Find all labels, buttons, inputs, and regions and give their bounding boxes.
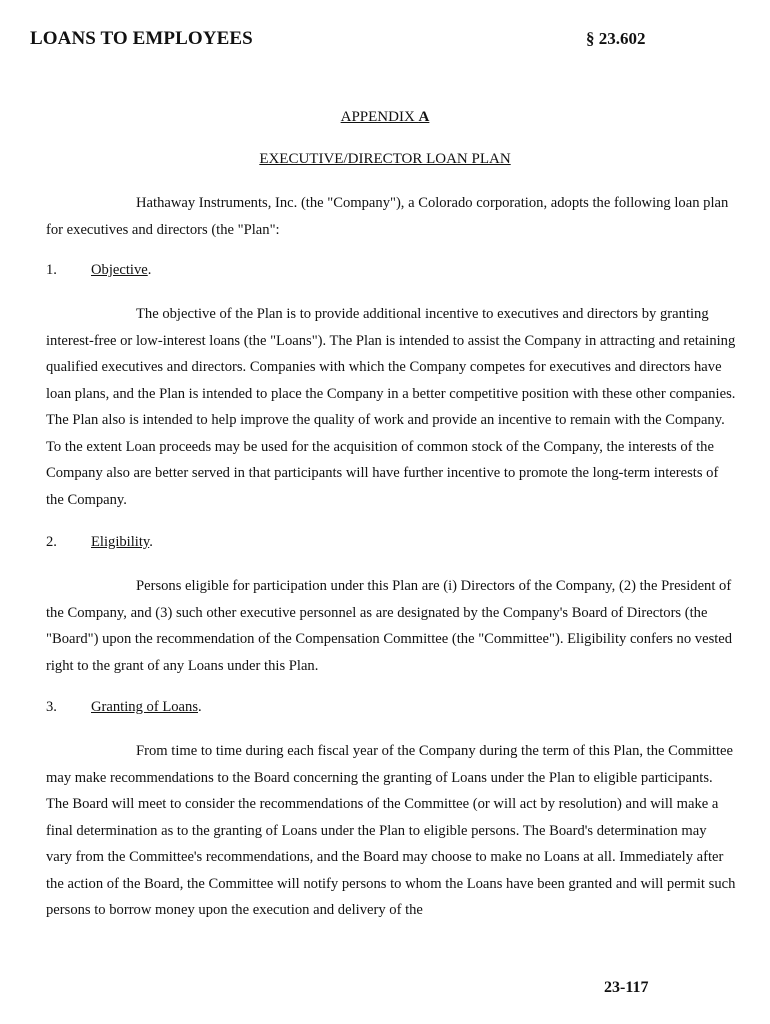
appendix-label xyxy=(0,109,770,126)
page-number: 23-117 xyxy=(604,979,649,996)
section-body-granting-of-loans xyxy=(46,738,736,924)
section-number: 1. xyxy=(46,262,57,278)
section-heading-objective: 1. Objective. xyxy=(46,262,152,278)
intro-text: Hathaway Instruments, Inc. (the "Company"), a Colorado corporation, adopts the following loan plan for executives and directors (the "Plan": xyxy=(46,195,729,238)
appendix-label-prefix: APPENDIX xyxy=(340,109,419,125)
section-title: Granting of Loans xyxy=(91,699,198,715)
section-text: Persons eligible for participation under this Plan are (i) Directors of the Company, (2) the President of the Company, and (3) such other executive personnel as are designated by the Company's Board of Directors (the "Board") upon the recommendation of the Compensation Committee (the "Committee"). Eligibility confers no vested right to the grant of any Loans under this Plan. xyxy=(46,578,733,674)
header-title: LOANS TO EMPLOYEES xyxy=(30,28,253,49)
section-text: The objective of the Plan is to provide additional incentive to executives and directors by granting interest-free or low-interest loans (the "Loans"). The Plan is intended to assist the Company in attracting and retaining qualified executives and directors. Companies with which the Company competes for executives and directors have loan plans, and the Plan is intended to place the Company in a better competitive position with these other companies. The Plan also is intended to help improve the quality of work and provide an incentive to remain with the Company. To the extent Loan proceeds may be used for the acquisition of common stock of the Company, the interests of the Company also are better served in that participants will have further incentive to promote the long-term interests of the Company. xyxy=(46,306,736,508)
appendix-label-letter: A xyxy=(418,109,430,125)
section-text: From time to time during each fiscal year of the Company during the term of this Plan, the Committee may make recommendations to the Board concerning the granting of Loans under the Plan to eligible participants. The Board will meet to consider the recommendations of the Committee (or will act by resolution) and will make a final determination as to the granting of Loans under the Plan to eligible persons. The Board's determination may vary from the Committee's recommendations, and the Board may choose to make no Loans at all. Immediately after the action of the Board, the Committee will notify persons to whom the Loans have been granted and will permit such persons to borrow money upon the execution and delivery of the xyxy=(46,743,736,918)
section-body-objective xyxy=(46,301,736,513)
plan-title: EXECUTIVE/DIRECTOR LOAN PLAN xyxy=(259,151,511,167)
section-number: 3. xyxy=(46,699,57,715)
section-heading-eligibility: 2. Eligibility. xyxy=(46,534,153,550)
section-title: Eligibility xyxy=(91,534,150,550)
header-section-ref: § 23.602 xyxy=(586,29,646,48)
section-number: 2. xyxy=(46,534,57,550)
section-body-eligibility xyxy=(46,573,736,679)
section-heading-granting-of-loans: 3. Granting of Loans. xyxy=(46,699,202,715)
section-title: Objective xyxy=(91,262,148,278)
intro-paragraph xyxy=(46,190,736,243)
